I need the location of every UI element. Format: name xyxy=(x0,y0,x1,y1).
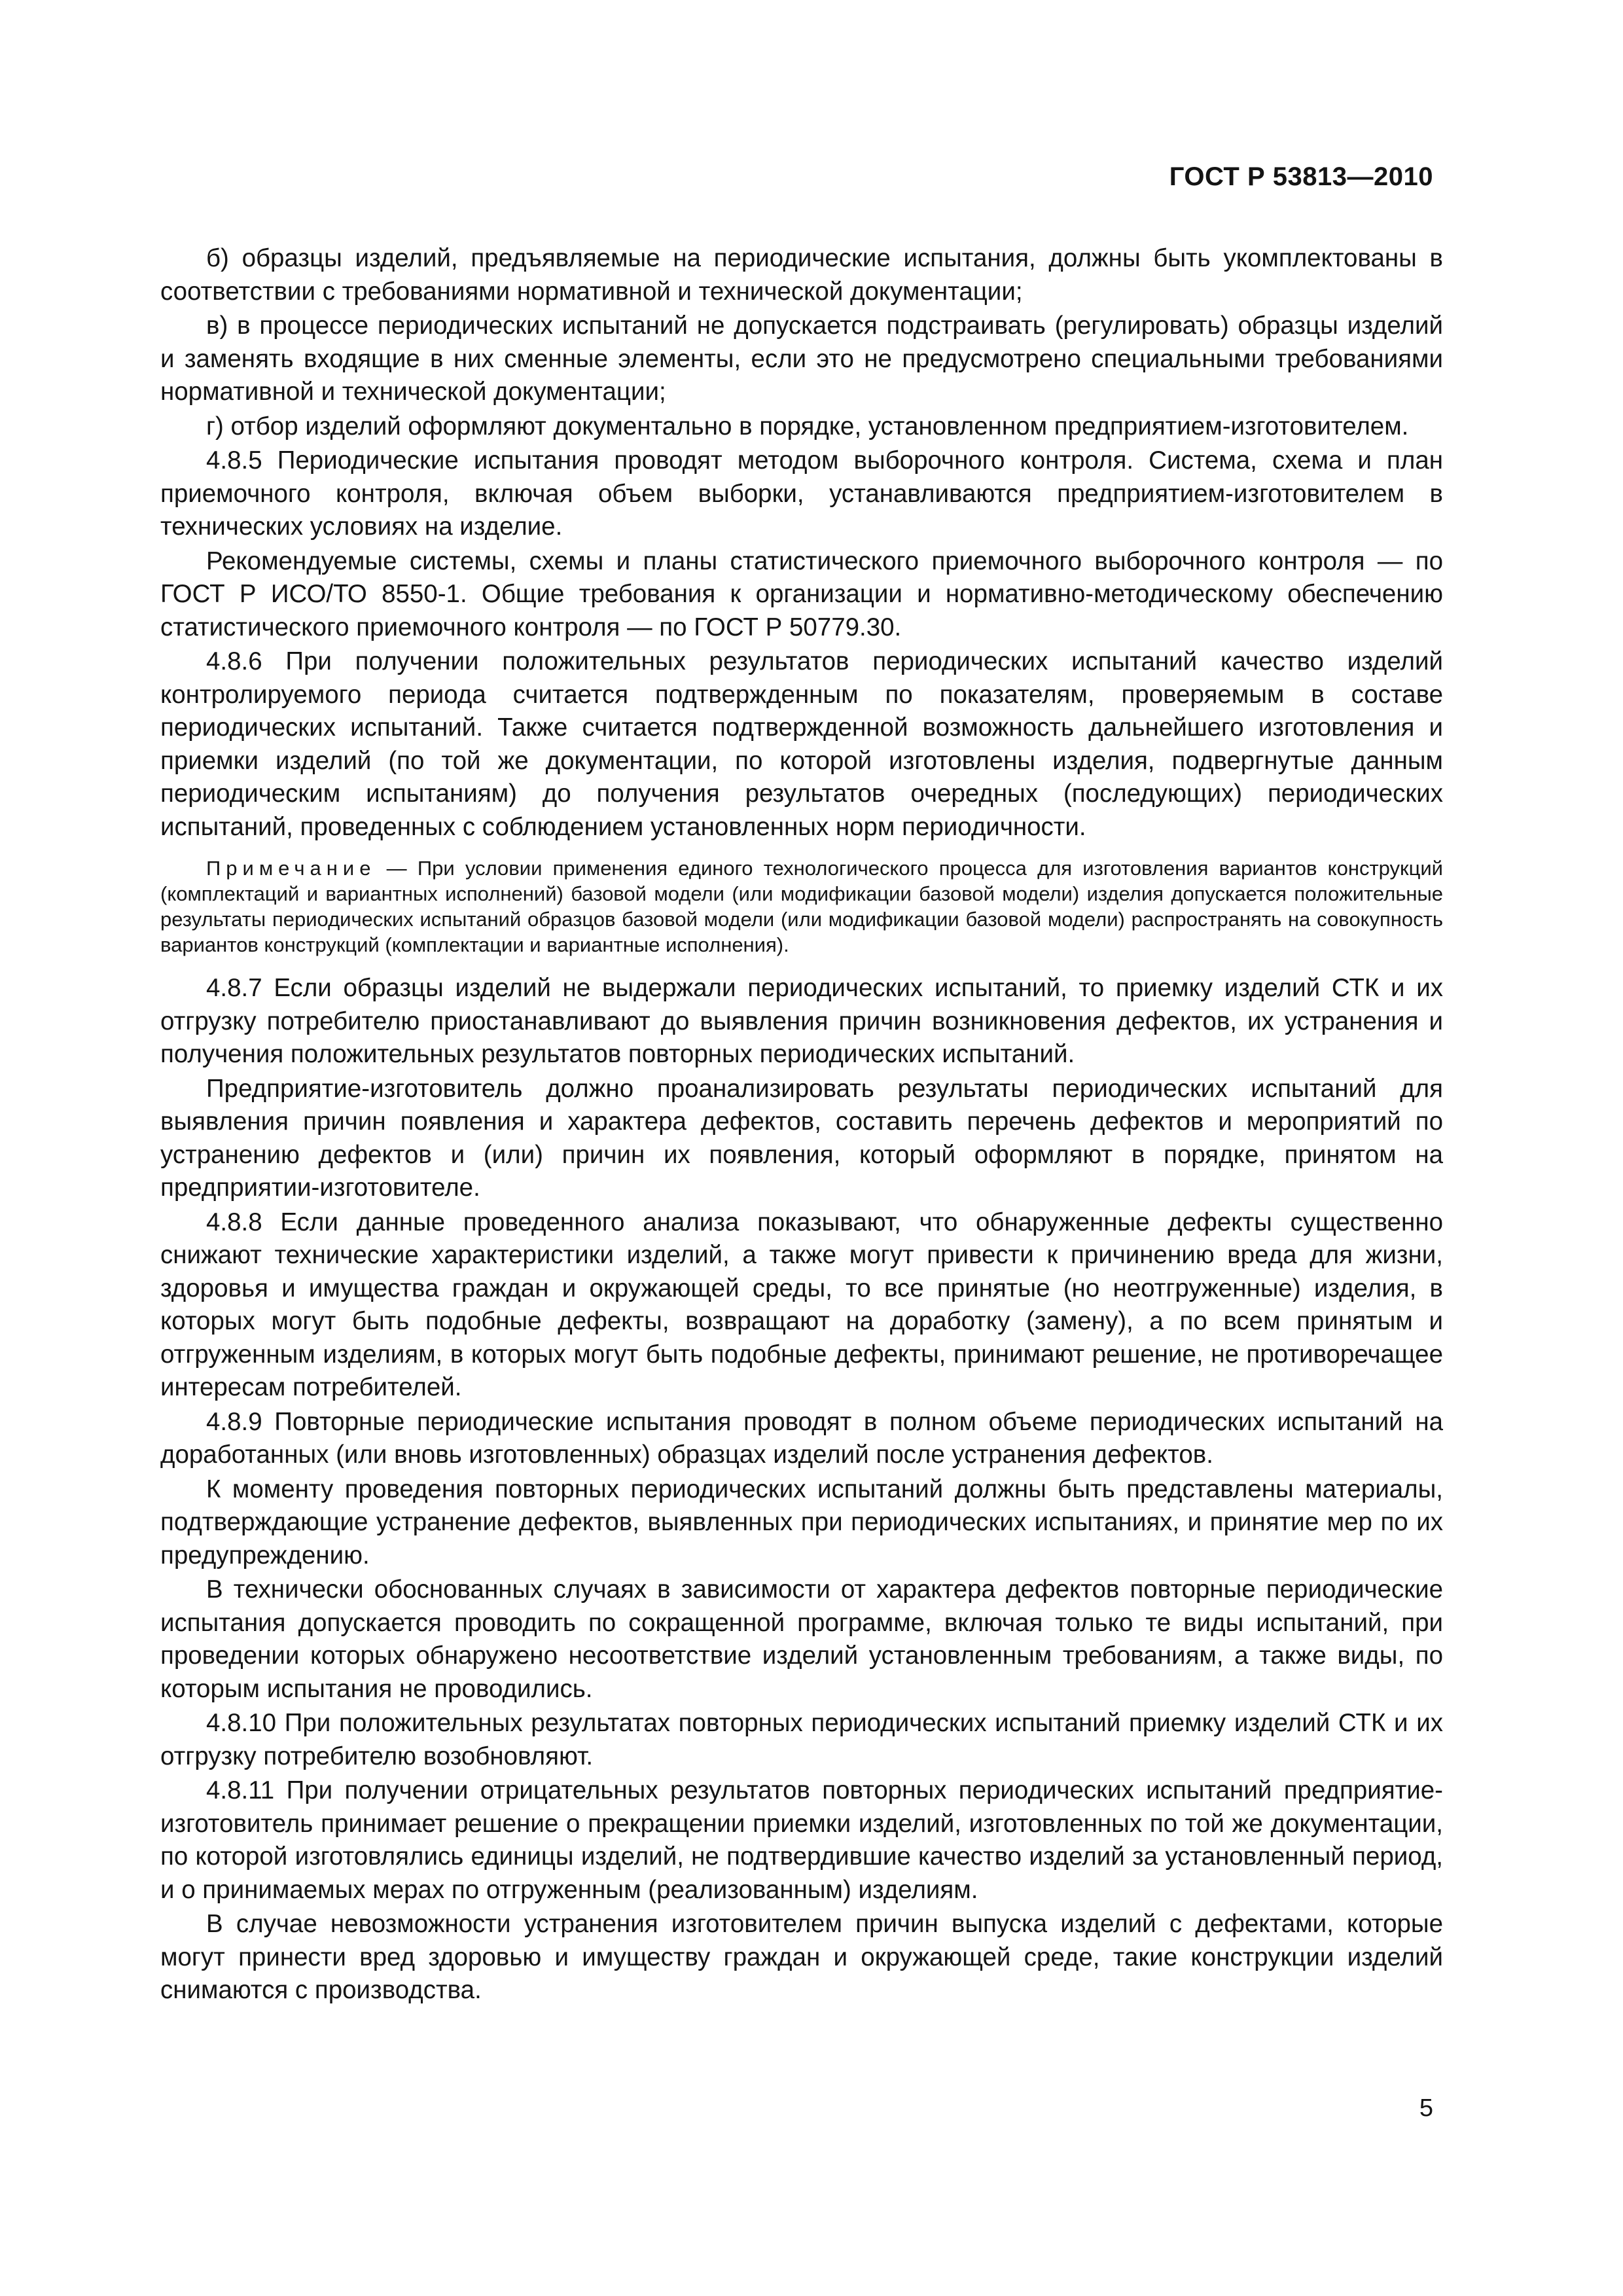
paragraph-reduced-program: В технически обоснованных случаях в зависимости от характера дефектов повторные периодические испытания допускается проводить по сокращенной программе, включая только те виды испытаний, при проведении которых обнаружено несоответствие изделий установленным требованиям, а также виды, по которым испытания не проводились. xyxy=(160,1575,1443,1703)
paragraph-4-8-8: 4.8.8 Если данные проведенного анализа показывают, что обнаруженные дефекты существенно снижают технические характеристики изделий, а также могут привести к причинению вреда для жизни, здоровья и имущества граждан и окружающей среды, то все принятые (но неотгруженные) изделия, в которых могут быть подобные дефекты, возвращают на доработку (замену), а по всем принятым и отгруженным изделиям, в которых могут быть подобные дефекты, принимают решение, не противоречащее интересам потребителей. xyxy=(160,1208,1443,1401)
paragraph-item-g: г) отбор изделий оформляют документально в порядке, установленном предприятием-изготовителем. xyxy=(206,412,1409,440)
paragraph-item-v: в) в процессе периодических испытаний не допускается подстраивать (регулировать) образцы изделий и заменять входящие в них сменные элементы, если это не предусмотрено специальными требованиями нормативной и технической документации; xyxy=(160,312,1443,406)
page-number: 5 xyxy=(1419,2094,1433,2122)
document-body xyxy=(160,242,1443,2009)
paragraph-item-b: б) образцы изделий, предъявляемые на периодические испытания, должны быть укомплектованы в соответствии с требованиями нормативной и технической документации; xyxy=(160,244,1443,306)
paragraph-4-8-5: 4.8.5 Периодические испытания проводят методом выборочного контроля. Система, схема и план приемочного контроля, включая объем выборки, устанавливаются предприятием-изготовителем в технических условиях на изделие. xyxy=(160,446,1443,541)
paragraph-4-8-7: 4.8.7 Если образцы изделий не выдержали периодических испытаний, то приемку изделий СТК и их отгрузку потребителю приостанавливают до выявления причин возникновения дефектов, их устранения и получения положительных результатов повторных периодических испытаний. xyxy=(160,974,1443,1068)
paragraph-4-8-11: 4.8.11 При получении отрицательных результатов повторных периодических испытаний предприятие-изготовитель принимает решение о прекращении приемки изделий, изготовленных по той же документации, по которой изготовлялись единицы изделий, не подтвердившие качество изделий за установленный период, и о принимаемых мерах по отгруженным (реализованным) изделиям. xyxy=(160,1776,1443,1904)
paragraph-materials: К моменту проведения повторных периодических испытаний должны быть представлены материалы, подтверждающие устранение дефектов, выявленных при периодических испытаниях, и принятие мер по их предупреждению. xyxy=(160,1475,1443,1570)
paragraph-manufacturer-analysis: Предприятие-изготовитель должно проанализировать результаты периодических испытаний для выявления причин появления и характера дефектов, составить перечень дефектов и мероприятий по устранению дефектов и (или) причин их появления, который оформляют в порядке, принятом на предприятии-изготовителе. xyxy=(160,1074,1443,1202)
note-text: — При условии применения единого технологического процесса для изготовления вариантов конструкций (комплектаций и вариантных исполнений) базовой модели (или модификации базовой модели) изделия допускается положительные результаты периодических испытаний образцов базовой модели (или модификации базовой модели) распространять на совокупность вариантов конструкций (комплектации и вариантные исполнения). xyxy=(160,857,1443,956)
document-code-header: ГОСТ Р 53813—2010 xyxy=(1169,162,1433,191)
note-label: Примечание xyxy=(206,857,376,880)
paragraph-recommended-systems: Рекомендуемые системы, схемы и планы статистического приемочного выборочного контроля — по ГОСТ Р ИСО/ТО 8550-1. Общие требования к организации и нормативно-методическому обеспечению статистического приемочного контроля — по ГОСТ Р 50779.30. xyxy=(160,547,1443,641)
note-block xyxy=(160,855,1443,958)
paragraph-4-8-9: 4.8.9 Повторные периодические испытания проводят в полном объеме периодических испытаний на доработанных (или вновь изготовленных) образцах изделий после устранения дефектов. xyxy=(160,1407,1443,1469)
paragraph-4-8-10: 4.8.10 При положительных результатах повторных периодических испытаний приемку изделий СТК и их отгрузку потребителю возобновляют. xyxy=(160,1709,1443,1770)
paragraph-production-removal: В случае невозможности устранения изготовителем причин выпуска изделий с дефектами, которые могут принести вред здоровью и имуществу граждан и окружающей среде, такие конструкции изделий снимаются с производства. xyxy=(160,1910,1443,2004)
paragraph-4-8-6: 4.8.6 При получении положительных результатов периодических испытаний качество изделий контролируемого периода считается подтвержденным по показателям, проверяемым в составе периодических испытаний. Также считается подтвержденной возможность дальнейшего изготовления и приемки изделий (по той же документации, по которой изготовлены изделия, подвергнутые данным периодическим испытаниям) до получения результатов очередных (последующих) периодических испытаний, проведенных с соблюдением установленных норм периодичности. xyxy=(160,647,1443,841)
